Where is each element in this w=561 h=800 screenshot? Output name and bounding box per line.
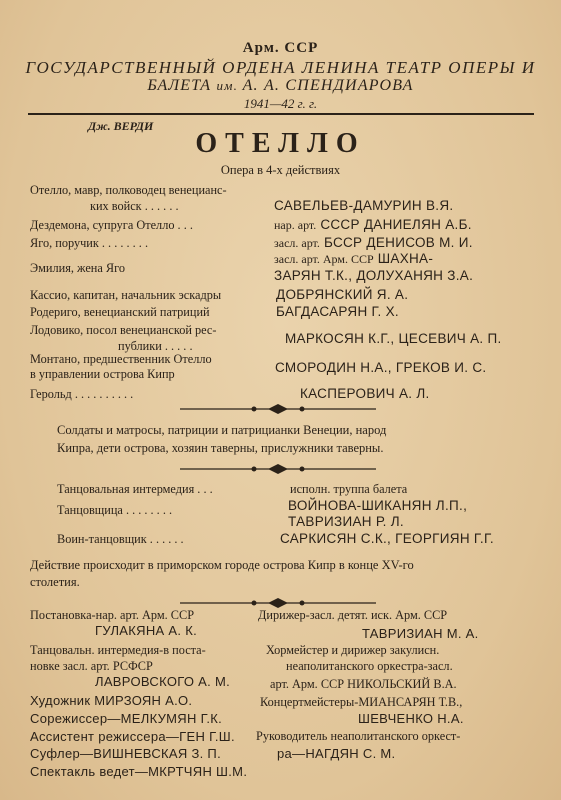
credit-right: Руководитель неаполитанского оркест- bbox=[256, 729, 461, 743]
credit-left: ГУЛАКЯНА А. К. bbox=[95, 623, 197, 638]
credit-right: Дирижер-засл. детят. иск. Арм. ССР bbox=[258, 608, 448, 622]
header-theatre-name-cont: БАЛЕТА им. А. А. СПЕНДИАРОВА bbox=[147, 77, 414, 94]
dance-performer: ВОЙНОВА-ШИКАНЯН Л.П., bbox=[288, 498, 468, 513]
cast-role: Лодовико, посол венецианской рес- bbox=[30, 323, 217, 337]
credit-right: ТАВРИЗИАН М. А. bbox=[362, 626, 479, 641]
dance-role: Воин-танцовщик . . . . . . bbox=[57, 532, 184, 546]
chorus-text-cont: Кипра, дети острова, хозяин таверны, прислужники таверны. bbox=[57, 441, 384, 455]
credit-right: ра—НАГДЯН С. М. bbox=[277, 746, 396, 761]
credit-left: ЛАВРОВСКОГО А. М. bbox=[95, 674, 231, 689]
setting-text: Действие происходит в приморском городе острова Кипр в конце XV-го bbox=[30, 558, 414, 572]
ornament-divider bbox=[180, 404, 376, 414]
header-theatre-name: ГОСУДАРСТВЕННЫЙ ОРДЕНА ЛЕНИНА ТЕАТР ОПЕРЫ И bbox=[25, 58, 536, 77]
cast-actor: засл. арт. БССР ДЕНИСОВ М. И. bbox=[274, 235, 473, 250]
credit-right: неаполитанского оркестра-засл. bbox=[286, 659, 453, 673]
cast-role: Яго, поручик . . . . . . . . bbox=[30, 236, 149, 250]
credit-right: арт. Арм. ССР НИКОЛЬСКИЙ В.А. bbox=[270, 677, 457, 691]
credit-right: ШЕВЧЕНКО Н.А. bbox=[358, 711, 464, 726]
cast-role: Эмилия, жена Яго bbox=[30, 261, 125, 275]
cast-role-cont: ких войск . . . . . . bbox=[90, 199, 179, 213]
credit-left: Спектакль ведет—МКРТЧЯН Ш.М. bbox=[30, 764, 248, 779]
cast-role-cont: публики . . . . . bbox=[118, 339, 193, 353]
composer-name: Дж. ВЕРДИ bbox=[88, 119, 154, 133]
credit-left: новке засл. арт. РСФСР bbox=[30, 659, 153, 673]
cast-role: Родериго, венецианский патриций bbox=[30, 305, 210, 319]
cast-role-cont: в управлении острова Кипр bbox=[30, 367, 175, 381]
credit-left: Суфлер—ВИШНЕВСКАЯ З. П. bbox=[30, 746, 221, 761]
credit-right: Концертмейстеры-МИАНСАРЯН Т.В., bbox=[260, 695, 463, 709]
dance-role: Танцовщица . . . . . . . . bbox=[57, 503, 173, 517]
credit-left: Постановка-нар. арт. Арм. ССР bbox=[30, 608, 195, 622]
cast-actor: СМОРОДИН Н.А., ГРЕКОВ И. С. bbox=[275, 360, 487, 375]
cast-actor: МАРКОСЯН К.Г., ЦЕСЕВИЧ А. П. bbox=[285, 331, 502, 346]
cast-actor: САВЕЛЬЕВ-ДАМУРИН В.Я. bbox=[274, 198, 454, 213]
credit-left: Ассистент режиссера—ГЕН Г.Ш. bbox=[30, 729, 235, 744]
header-republic: Арм. ССР bbox=[242, 40, 319, 56]
dance-performer: САРКИСЯН С.К., ГЕОРГИЯН Г.Г. bbox=[280, 531, 494, 546]
ornament-divider bbox=[180, 464, 376, 474]
cast-role: Отелло, мавр, полководец венецианс- bbox=[30, 183, 227, 197]
ornament-divider bbox=[180, 598, 376, 608]
credit-left: Сорежиссер—МЕЛКУМЯН Г.К. bbox=[30, 711, 223, 726]
cast-role: Монтано, предшественник Отелло bbox=[30, 352, 212, 366]
dance-performer: исполн. труппа балета bbox=[290, 482, 408, 496]
dance-performer-cont: ТАВРИЗИАН Р. Л. bbox=[288, 514, 404, 529]
credit-left: Художник МИРЗОЯН А.О. bbox=[30, 693, 193, 708]
header-divider bbox=[28, 113, 534, 115]
chorus-text: Солдаты и матросы, патриции и патрицианки Венеции, народ bbox=[57, 423, 387, 437]
cast-actor: БАГДАСАРЯН Г. Х. bbox=[276, 304, 399, 319]
cast-role: Кассио, капитан, начальник эскадры bbox=[30, 288, 222, 302]
credit-left: Танцовальн. интермедия-в поста- bbox=[30, 643, 206, 657]
header-season: 1941—42 г. г. bbox=[243, 96, 318, 111]
cast-role: Дездемона, супруга Отелло . . . bbox=[30, 218, 193, 232]
cast-actor: КАСПЕРОВИЧ А. Л. bbox=[300, 386, 430, 401]
cast-actor: нар. арт. СССР ДАНИЕЛЯН А.Б. bbox=[274, 217, 472, 232]
dance-role: Танцовальная интермедия . . . bbox=[57, 482, 213, 496]
credit-right: Хормейстер и дирижер закулисн. bbox=[266, 643, 440, 657]
opera-subtitle: Опера в 4-х действиях bbox=[220, 163, 341, 177]
cast-actor: ДОБРЯНСКИЙ Я. А. bbox=[276, 287, 409, 302]
cast-role: Герольд . . . . . . . . . . bbox=[30, 387, 134, 401]
opera-title: ОТЕЛЛО bbox=[195, 128, 366, 159]
setting-text-cont: столетия. bbox=[30, 575, 80, 589]
cast-actor: засл. арт. Арм. ССР ШАХНА- bbox=[274, 251, 434, 266]
cast-actor-cont: ЗАРЯН Т.К., ДОЛУХАНЯН З.А. bbox=[274, 268, 474, 283]
